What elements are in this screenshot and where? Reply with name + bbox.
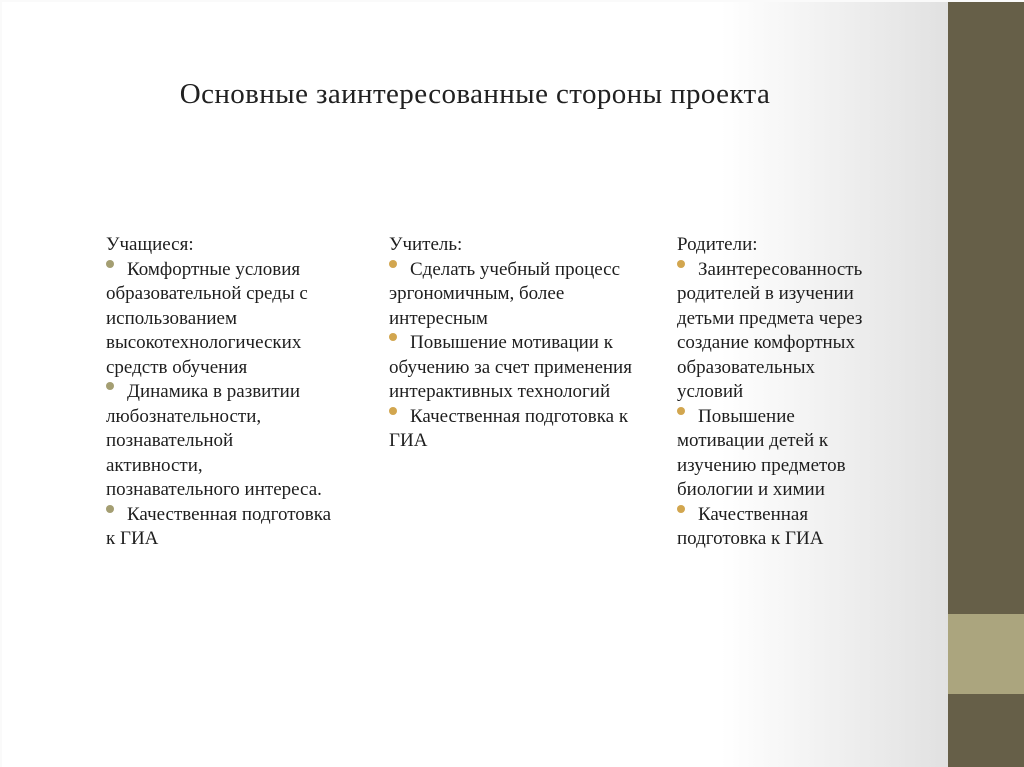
list-item xyxy=(677,503,885,552)
bullet-icon xyxy=(106,382,114,390)
bullet-icon xyxy=(389,333,397,341)
bullet-icon xyxy=(677,407,685,415)
list-item-text: Динамика в развитии любознательности, познавательной активности, познавательного интереса. xyxy=(106,381,322,500)
bullet-icon xyxy=(389,407,397,415)
list-item-text: Повышение мотивации к обучению за счет применения интерактивных технологий xyxy=(389,332,632,402)
bullet-icon xyxy=(106,505,114,513)
list-item xyxy=(389,331,657,405)
list-item-text: Повышение мотивации детей к изучению предметов биологии и химии xyxy=(677,405,846,500)
list-item-text: Комфортные условия образовательной среды с использованием высокотехнологических средств обучения xyxy=(106,258,308,378)
column-parents xyxy=(677,233,885,552)
list-item xyxy=(389,258,657,332)
bullet-icon xyxy=(677,505,685,513)
bullet-icon xyxy=(389,260,397,268)
list-item xyxy=(106,258,334,381)
right-accent-bar xyxy=(948,2,1024,767)
list-item xyxy=(677,258,885,405)
list-item xyxy=(677,405,885,503)
list-item-text: Качественная подготовка к ГИА xyxy=(106,503,332,549)
list-item-text: Качественная подготовка к ГИА xyxy=(389,405,629,451)
accent-square xyxy=(948,614,1024,694)
column-parents-header: Родители: xyxy=(677,234,758,255)
bullet-icon xyxy=(677,260,685,268)
column-students xyxy=(106,233,334,552)
list-item xyxy=(106,380,334,503)
list-item-text: Качественная подготовка к ГИА xyxy=(677,503,824,549)
list-item-text: Заинтересованность родителей в изучении детьми предмета через создание комфортных образовательных условий xyxy=(677,258,863,402)
column-teacher xyxy=(389,233,657,454)
bullet-icon xyxy=(106,260,114,268)
slide-title: Основные заинтересованные стороны проекта xyxy=(179,78,771,110)
column-teacher-header: Учитель: xyxy=(389,234,463,255)
list-item xyxy=(106,503,334,552)
column-students-header: Учащиеся: xyxy=(106,234,194,255)
list-item-text: Сделать учебный процесс эргономичным, более интересным xyxy=(389,258,621,329)
list-item xyxy=(389,405,657,454)
